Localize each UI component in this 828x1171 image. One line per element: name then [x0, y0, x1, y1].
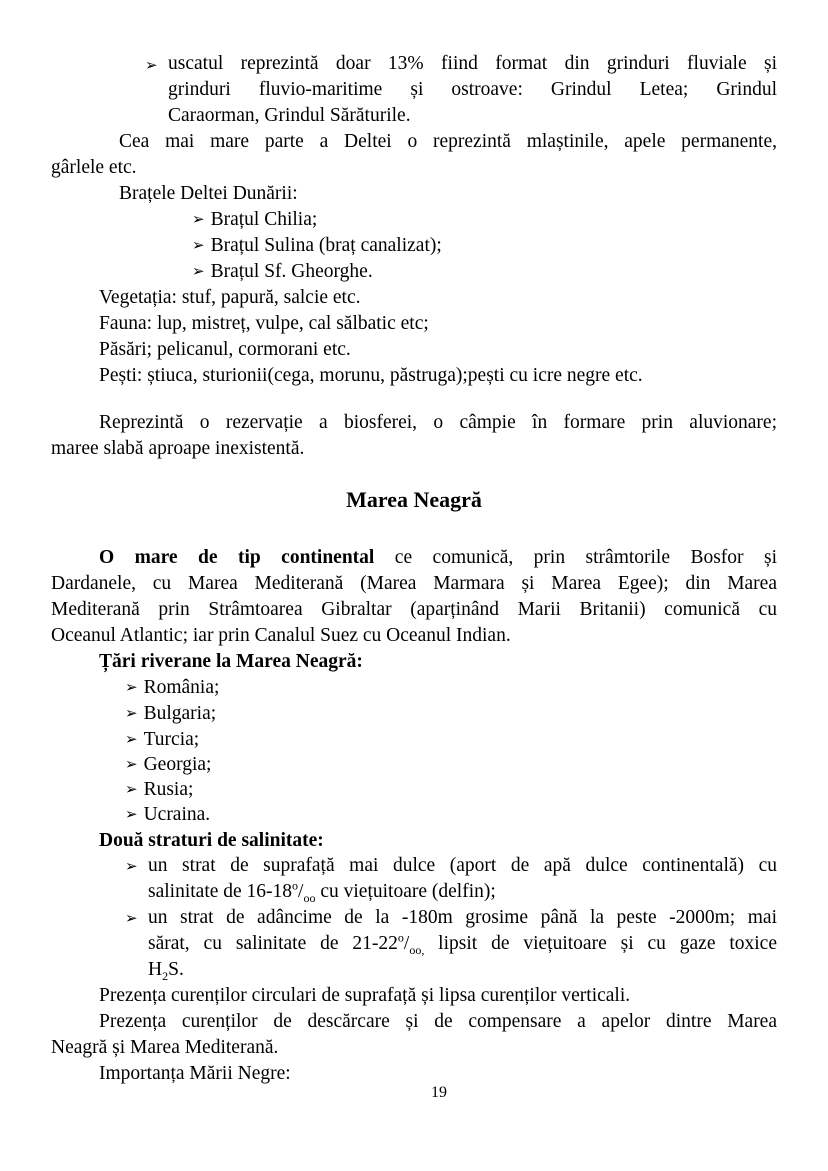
list-item: ➢ Brațul Sf. Gheorghe.	[192, 261, 373, 282]
arrow-bullet-icon: ➢	[125, 678, 138, 696]
list-item: ➢ Turcia;	[125, 729, 200, 750]
arrow-bullet-icon: ➢	[125, 730, 138, 748]
section-title: Marea Neagră	[346, 487, 482, 512]
arrow-bullet-icon: ➢	[125, 780, 138, 798]
list-item: ➢ România;	[125, 677, 220, 698]
text-line: grinduri fluvio-maritime și ostroave: Grindul Letea; Grindul	[168, 79, 777, 100]
text-line: Prezența curenților de descărcare și de compensare a apelor dintre Marea	[99, 1011, 777, 1032]
text-line: $H_2S$.	[148, 959, 184, 983]
list-item: ➢ Bulgaria;	[125, 703, 217, 724]
text-line: uscatul reprezintă doar 13% fiind format din grinduri fluviale și	[168, 53, 777, 74]
text-line: Neagră și Marea Mediterană.	[51, 1037, 279, 1058]
arms-heading: Brațele Deltei Dunării:	[119, 183, 298, 204]
text-line: Dardanele, cu Marea Mediterană (Marea Marmara și Marea Egee); din Marea	[51, 573, 777, 594]
text-line: sărat, cu salinitate de $21-22^o/_{oo,}$ lipsit de viețuitoare și cu gaze toxice	[148, 930, 777, 957]
list-item: ➢ Brațul Chilia;	[192, 209, 318, 230]
arrow-bullet-icon: ➢	[125, 755, 138, 773]
arrow-bullet-icon: ➢	[192, 210, 205, 228]
text-line: Oceanul Atlantic; iar prin Canalul Suez cu Oceanul Indian.	[51, 625, 511, 646]
text-line: Reprezintă o rezervație a biosferei, o câmpie în formare prin aluvionare;	[99, 412, 777, 433]
text-line: gârlele etc.	[51, 157, 137, 178]
arrow-bullet-icon: ➢	[125, 704, 138, 722]
text-line: un strat de adâncime de la -180m grosime până la peste -2000m; mai	[148, 907, 777, 928]
text-line: O mare de tip continental ce comunică, prin strâmtorile Bosfor și	[99, 547, 777, 568]
text-line: salinitate de $16-18^o/_{oo}$ cu viețuitoare (delfin);	[148, 878, 496, 905]
text-line: Vegetația: stuf, papură, salcie etc.	[99, 287, 361, 308]
text-line: Importanța Mării Negre:	[99, 1063, 291, 1084]
salinity-heading: Două straturi de salinitate:	[99, 830, 324, 851]
text-line: Păsări; pelicanul, cormorani etc.	[99, 339, 351, 360]
text-line: un strat de suprafață mai dulce (aport de apă dulce continentală) cu	[148, 855, 777, 876]
arrow-bullet-icon: ➢	[125, 857, 138, 875]
arrow-bullet-icon: ➢	[192, 262, 205, 280]
text-line: Mediterană prin Strâmtoarea Gibraltar (aparținând Marii Britanii) comunică cu	[51, 599, 777, 620]
list-item: ➢ Ucraina.	[125, 804, 211, 825]
bold-phrase: O mare de tip continental	[99, 547, 375, 568]
arrow-bullet-icon: ➢	[125, 909, 138, 927]
countries-heading: Țări riverane la Marea Neagră:	[99, 651, 363, 672]
text-line: Cea mai mare parte a Deltei o reprezintă mlaștinile, apele permanente,	[119, 131, 777, 152]
list-item: ➢ Georgia;	[125, 754, 212, 775]
list-item: ➢ Rusia;	[125, 779, 194, 800]
arrow-bullet-icon: ➢	[125, 805, 138, 823]
arrow-bullet-icon: ➢	[192, 236, 205, 254]
text-line: Fauna: lup, mistreț, vulpe, cal sălbatic etc;	[99, 313, 429, 334]
list-item: ➢ Brațul Sulina (braț canalizat);	[192, 235, 442, 256]
text-line: maree slabă aproape inexistentă.	[51, 438, 305, 459]
text-line: Caraorman, Grindul Sărăturile.	[168, 105, 411, 126]
text-line: Pești: știuca, sturionii(cega, morunu, păstruga);pești cu icre negre etc.	[99, 365, 643, 386]
page-number: 19	[431, 1084, 447, 1101]
arrow-bullet-icon: ➢	[145, 56, 158, 74]
text-line: Prezența curenților circulari de suprafață și lipsa curenților verticali.	[99, 985, 631, 1006]
